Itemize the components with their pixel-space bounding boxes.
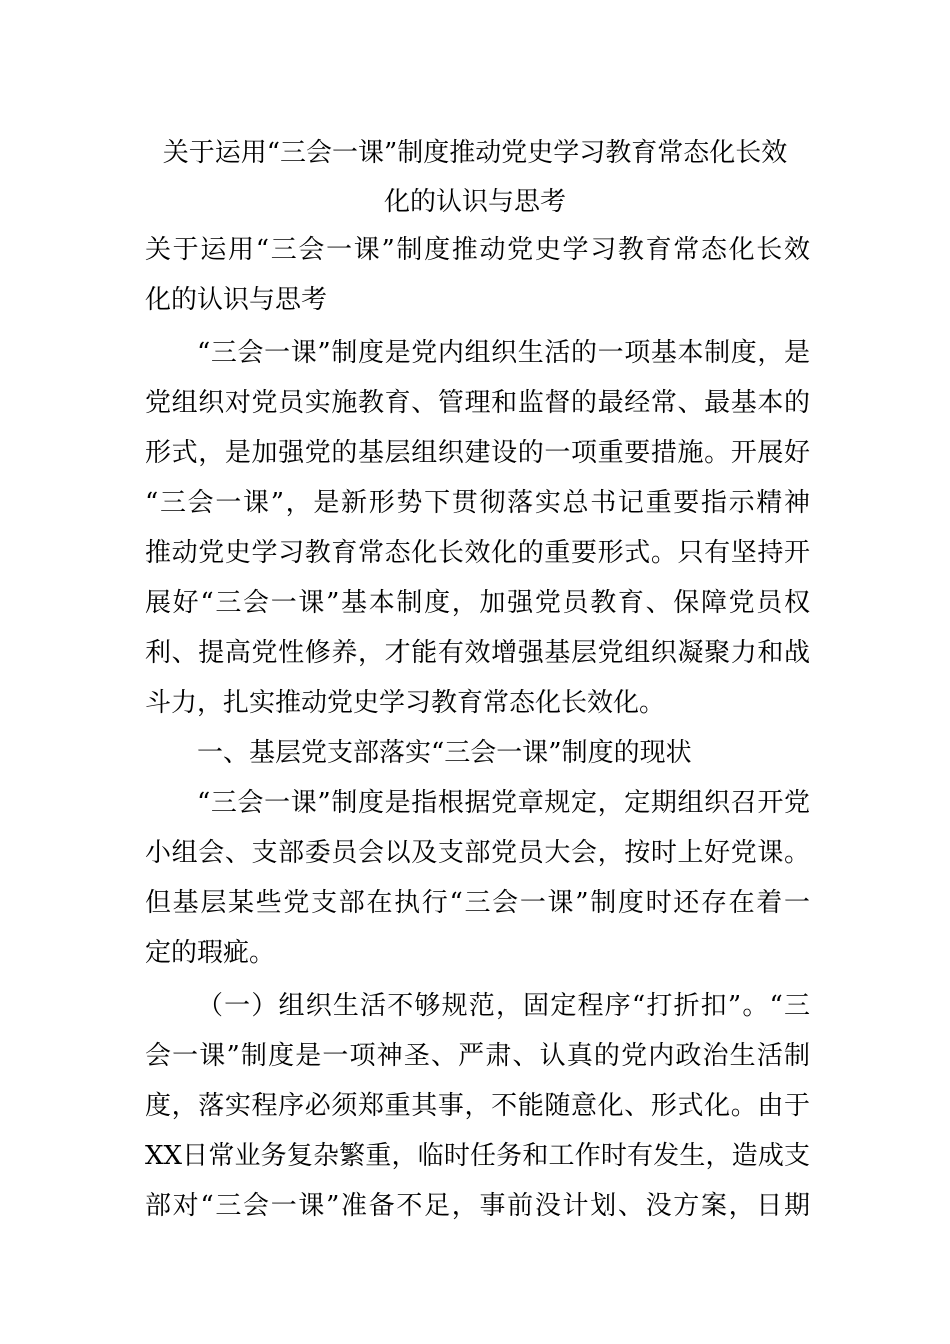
body-line: 斗力，扎实推动党史学习教育常态化长效化。 [145,688,666,718]
body-line: 部对“三会一课”准备不足，事前没计划、没方案，日期 [145,1191,810,1221]
body-line: 但基层某些党支部在执行“三会一课”制度时还存在着一 [145,888,810,918]
body-line: “三会一课”，是新形势下贯彻落实总书记重要指示精神 [145,488,810,518]
document-title-line-1: 关于运用“三会一课”制度推动党史学习教育常态化长效 [162,138,788,168]
body-line: 小组会、支部委员会以及支部党员大会，按时上好党课。 [145,838,810,868]
body-line: 形式，是加强党的基层组织建设的一项重要措施。开展好 [145,438,810,468]
body-line: “三会一课”制度是指根据党章规定，定期组织召开党 [197,788,810,818]
body-line: “三会一课”制度是党内组织生活的一项基本制度，是 [197,338,810,368]
body-line: 关于运用“三会一课”制度推动党史学习教育常态化长效 [145,235,810,265]
body-line: XX日常业务复杂繁重，临时任务和工作时有发生，造成支 [145,1141,810,1171]
body-line: 推动党史学习教育常态化长效化的重要形式。只有坚持开 [145,538,810,568]
subsection-heading: （一）组织生活不够规范，固定程序“打折扣”。“三 [197,991,810,1021]
body-line: 党组织对党员实施教育、管理和监督的最经常、最基本的 [145,388,810,418]
body-line: 度，落实程序必须郑重其事，不能随意化、形式化。由于 [145,1091,810,1121]
body-line: 定的瑕疵。 [145,938,276,968]
body-line: 展好“三会一课”基本制度，加强党员教育、保障党员权 [145,588,810,618]
body-line: 会一课”制度是一项神圣、严肃、认真的党内政治生活制 [145,1041,810,1071]
section-heading: 一、基层党支部落实“三会一课”制度的现状 [197,738,692,768]
document-title-line-2: 化的认识与思考 [383,187,566,217]
body-line: 化的认识与思考 [145,285,328,315]
body-line: 利、提高党性修养，才能有效增强基层党组织凝聚力和战 [145,638,810,668]
